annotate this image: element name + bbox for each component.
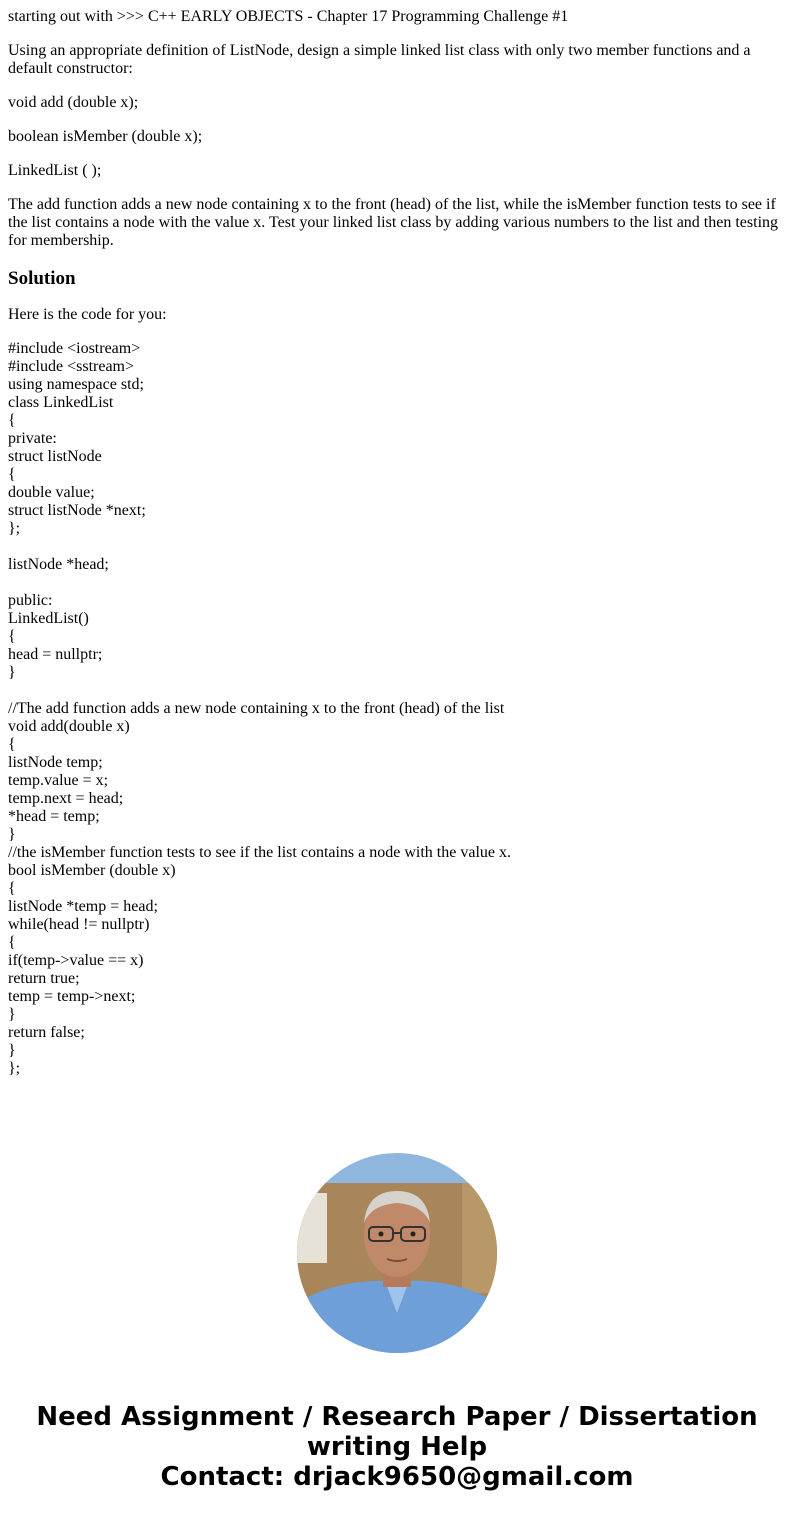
code-line: { (8, 412, 16, 429)
code-line: }; (8, 520, 21, 537)
promo-line-2: writing Help (306, 1432, 488, 1462)
code-line: listNode *head; (8, 556, 109, 573)
code-line: temp.value = x; (8, 772, 109, 789)
code-line: head = nullptr; (8, 646, 103, 663)
code-line: return true; (8, 970, 80, 987)
code-line (8, 538, 786, 556)
code-line: private: (8, 430, 57, 447)
code-line: } (8, 1006, 16, 1023)
code-line: { (8, 736, 16, 753)
code-block (8, 340, 786, 1078)
code-line: #include <iostream> (8, 340, 141, 357)
promo-contact: Contact: drjack9650@gmail.com (160, 1462, 634, 1492)
code-line: } (8, 1042, 16, 1059)
code-line: *head = temp; (8, 808, 100, 825)
signature-constructor: LinkedList ( ); (8, 162, 102, 179)
code-line: public: (8, 592, 53, 609)
code-line: //The add function adds a new node containing x to the front (head) of the list (8, 700, 505, 717)
code-line: using namespace std; (8, 376, 144, 393)
avatar (297, 1153, 497, 1353)
code-line: temp.next = head; (8, 790, 124, 807)
code-line: struct listNode (8, 448, 102, 465)
code-line: LinkedList() (8, 610, 89, 627)
code-line: } (8, 826, 16, 843)
code-line: class LinkedList (8, 394, 114, 411)
code-line: { (8, 934, 16, 951)
problem-intro: Using an appropriate definition of ListNode, design a simple linked list class with only two member functions and a default constructor: (8, 42, 751, 77)
code-line: } (8, 664, 16, 681)
code-line: #include <sstream> (8, 358, 135, 375)
code-line: if(temp->value == x) (8, 952, 144, 969)
signature-add: void add (double x); (8, 94, 139, 111)
promo-line-1: Need Assignment / Research Paper / Dissertation (36, 1402, 758, 1432)
code-line: listNode temp; (8, 754, 103, 771)
person-portrait-icon (297, 1153, 497, 1353)
code-line: bool isMember (double x) (8, 862, 176, 879)
code-line: }; (8, 1060, 21, 1077)
signature-is-member: boolean isMember (double x); (8, 128, 203, 145)
promo-banner (0, 1402, 794, 1492)
solution-intro: Here is the code for you: (8, 306, 167, 323)
code-line: { (8, 880, 16, 897)
code-line: { (8, 466, 16, 483)
solution-heading: Solution (8, 268, 76, 289)
code-line (8, 682, 786, 700)
code-line: //the isMember function tests to see if the list contains a node with the value x. (8, 844, 511, 861)
problem-description: The add function adds a new node containing x to the front (head) of the list, while the isMember function tests to see if the list contains a node with the value x. Test your linked list class by adding various numbers to the list and then testing for membership. (8, 196, 779, 249)
code-line (8, 574, 786, 592)
code-line: return false; (8, 1024, 85, 1041)
code-line: while(head != nullptr) (8, 916, 150, 933)
code-line: double value; (8, 484, 95, 501)
code-line: void add(double x) (8, 718, 130, 735)
code-line: { (8, 628, 16, 645)
code-line: struct listNode *next; (8, 502, 146, 519)
code-line: listNode *temp = head; (8, 898, 158, 915)
code-line: temp = temp->next; (8, 988, 136, 1005)
page-header: starting out with >>> C++ EARLY OBJECTS - Chapter 17 Programming Challenge #1 (8, 8, 569, 25)
